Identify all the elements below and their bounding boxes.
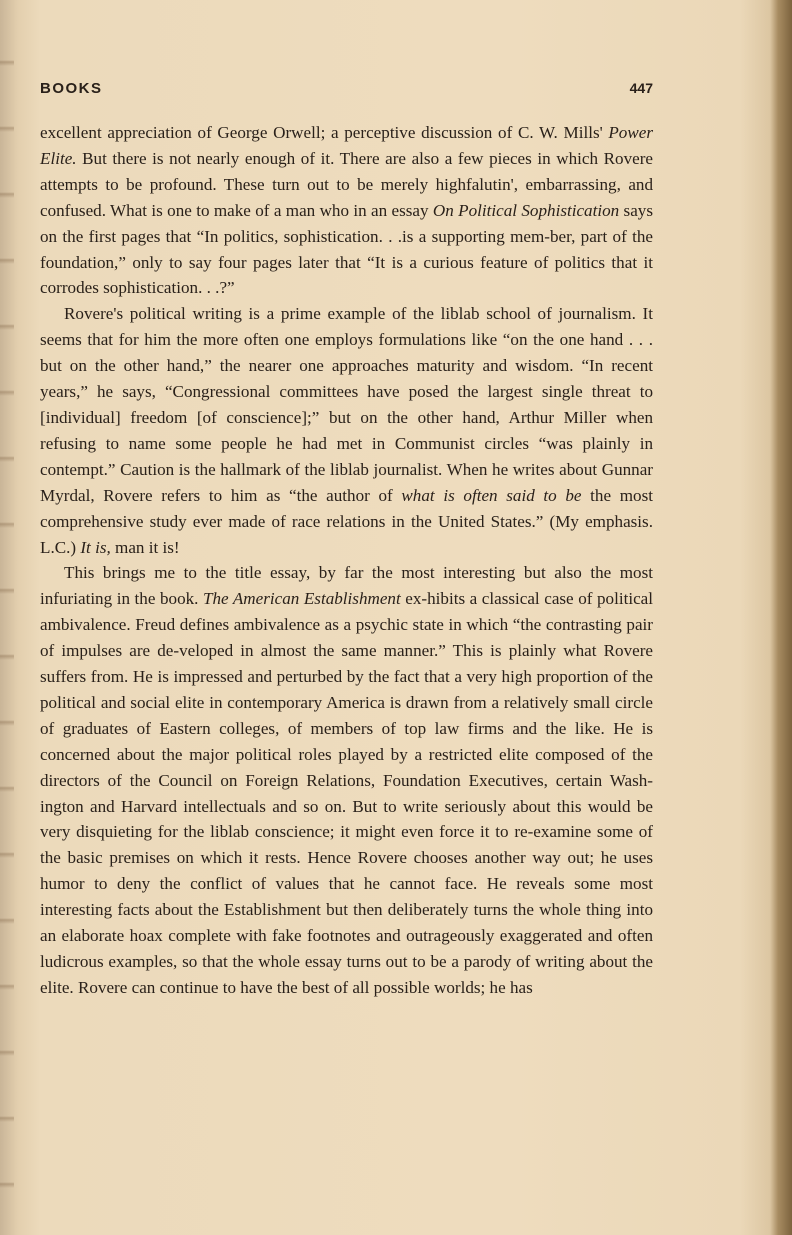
italic-text: It is, [80, 537, 111, 557]
text-run: man it is! [110, 537, 180, 557]
page-header [40, 80, 653, 100]
text-run: the most comprehensive study ever made of race relations in the United States.” (My emphasis. L.C.) [40, 485, 653, 557]
paragraph [40, 120, 653, 301]
italic-text: The American Establishment [202, 589, 401, 609]
running-head: BOOKS [40, 80, 103, 97]
text-run: ex-hibits a classical case of political ambivalence. Freud defines ambivalence as a psychic state in which “the contrasting pair of impulses are de-veloped in almost the same manner.” This is plainly what Rovere suffers from. He is impressed and perturbed by the fact that a very high proportion of the political and social elite in contemporary America is drawn from a relatively small circle of graduates of Eastern colleges, of members of top law firms and the like. He is concerned about the major political roles played by a restricted elite composed of the directors of the Council on Foreign Relations, Foundation Executives, certain Wash-ington and Harvard intellectuals and so on. But to write seriously about this would be very disquieting for the liblab conscience; it might even force it to re-examine some of the basic premises on which it rests. Hence Rovere chooses another way out; he uses humor to deny the conflict of values that he cannot face. He reveals some most interesting facts about the Establishment but then deliberately turns the whole thing into an elaborate hoax complete with fake footnotes and outrageously exaggerated and often ludicrous examples, so that the whole essay turns out to be a parody of writing about the elite. Rovere can continue to have the best of all possible worlds; he has [40, 589, 653, 997]
text-run: Rovere's political writing is a prime example of the liblab school of journalism. It seems that for him the more often one employs formulations like “on the one hand . . . but on the other hand,” the nearer one approaches maturity and wisdom. “In recent years,” he says, “Congressional committees have posed the largest single threat to [individual] freedom [of conscience];” but on the other hand, Arthur Miller when refusing to name some people he had met in Communist circles “was plainly in contempt.” Caution is the hallmark of the liblab journalist. When he writes about Gunnar Myrdal, Rovere refers to him as “the author of [40, 304, 653, 505]
page-gutter-shadow [0, 0, 14, 1235]
body-text [40, 120, 653, 1001]
paragraph [40, 560, 653, 1000]
page-number: 447 [629, 80, 653, 96]
text-run: This brings me to the title essay, by far the most interesting but also the most infuriating in the book. [40, 563, 653, 609]
italic-text: Power Elite. [40, 123, 653, 168]
paragraph [40, 301, 653, 560]
text-run: But there is not nearly enough of it. There are also a few pieces in which Rovere attempts to be profound. These turn out to be merely highfalutin', embarrassing, and confused. What is one to make of a man who in an essay [40, 148, 653, 220]
text-run: says on the first pages that “In politics, sophistication. . .is a supporting mem-ber, part of the foundation,” only to say four pages later that “It is a curious feature of politics that it corrodes sophistication. . .?” [40, 200, 653, 298]
italic-text: On Political Sophistication [432, 200, 620, 220]
italic-text: what is often said to be [401, 485, 582, 505]
text-run: excellent appreciation of George Orwell; a perceptive discussion of C. W. Mills' [40, 123, 609, 142]
